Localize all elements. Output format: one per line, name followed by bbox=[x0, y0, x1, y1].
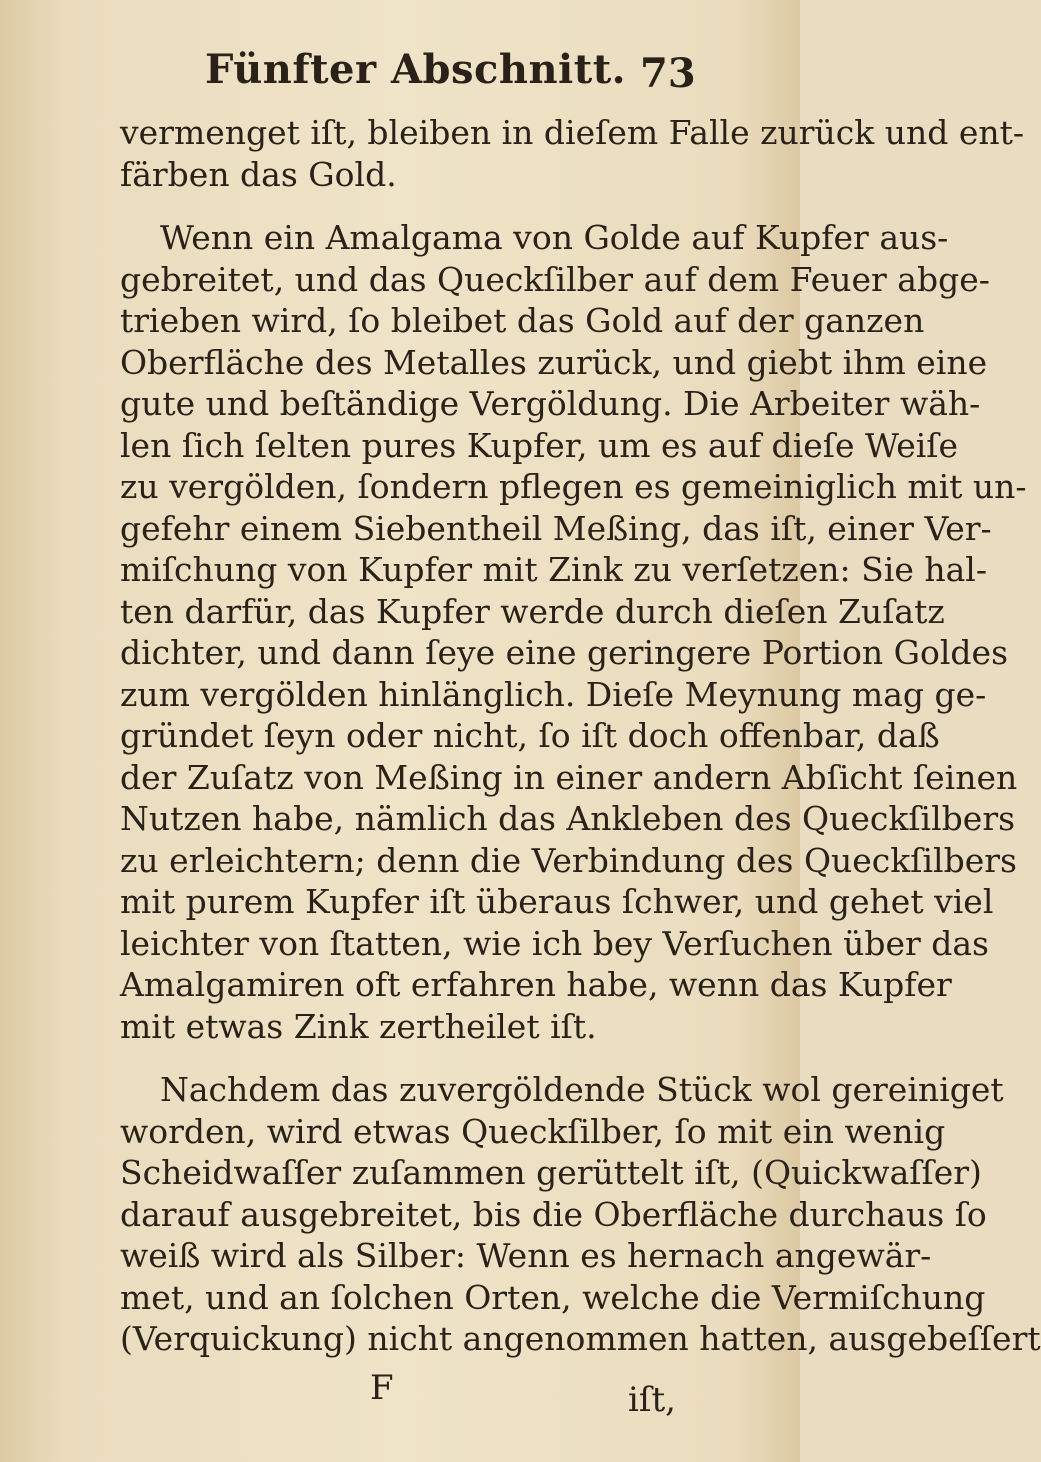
text-line: Scheidwaſſer zuſammen gerüttelt iſt, (Quickwaſſer) bbox=[120, 1153, 982, 1192]
text-line: Amalgamiren oft erfahren habe, wenn das Kupfer bbox=[120, 965, 952, 1004]
text-line: Oberfläche des Metalles zurück, und giebt ihm eine bbox=[120, 342, 988, 382]
text-line: zu erleichtern; denn die Verbindung des Queckſilbers bbox=[120, 840, 1017, 880]
text-line: zu vergölden, ſondern pflegen es gemeiniglich mit un- bbox=[120, 467, 1027, 506]
text-line: trieben wird, ſo bleibet das Gold auf der ganzen bbox=[120, 301, 925, 340]
body-text bbox=[120, 112, 1041, 1360]
text-line: (Verquickung) nicht angenommen hatten, ausgebeſſert bbox=[120, 1319, 1041, 1358]
text-line: Nutzen habe, nämlich das Ankleben des Queckſilbers bbox=[120, 799, 1016, 838]
text-line: gründet ſeyn oder nicht, ſo iſt doch offenbar, daß bbox=[120, 716, 940, 755]
running-head: Fünfter Abschnitt. bbox=[205, 46, 627, 93]
page-footer bbox=[0, 1368, 800, 1418]
text-line: mit purem Kupfer iſt überaus ſchwer, und gehet viel bbox=[120, 882, 994, 921]
paragraph-2 bbox=[120, 217, 1027, 1047]
text-line: gute und beſtändige Vergöldung. Die Arbeiter wäh- bbox=[120, 384, 981, 423]
text-line: Wenn ein Amalgama von Golde auf Kupfer aus- bbox=[160, 218, 949, 257]
text-line: weiß wird als Silber: Wenn es hernach angewär- bbox=[120, 1236, 932, 1275]
text-line: miſchung von Kupfer mit Zink zu verſetzen: Sie hal- bbox=[120, 550, 987, 589]
text-line: met, und an ſolchen Orten, welche die Vermiſchung bbox=[120, 1277, 986, 1317]
text-line: leichter von ſtatten, wie ich bey Verſuchen über das bbox=[120, 923, 989, 963]
text-line: Nachdem das zuvergöldende Stück wol gereiniget bbox=[160, 1070, 1004, 1109]
page-header bbox=[0, 40, 800, 100]
text-line: gebreitet, und das Queckſilber auf dem Feuer abge- bbox=[120, 259, 990, 299]
text-line: ten darfür, das Kupfer werde durch dieſen Zuſatz bbox=[120, 591, 945, 631]
text-line: gefehr einem Siebentheil Meßing, das iſt, einer Ver- bbox=[120, 508, 992, 548]
text-line: dichter, und dann ſeye eine geringere Portion Goldes bbox=[120, 633, 1009, 672]
paragraph-1 bbox=[120, 112, 1025, 195]
text-line: der Zuſatz von Meßing in einer andern Abſicht ſeinen bbox=[120, 757, 1018, 797]
catchword: iſt, bbox=[628, 1380, 676, 1420]
page-number: 73 bbox=[640, 50, 696, 97]
text-line: len ſich ſelten pures Kupfer, um es auf dieſe Weiſe bbox=[120, 425, 959, 465]
paragraph-3 bbox=[120, 1069, 1041, 1360]
text-line: zum vergölden hinlänglich. Dieſe Meynung mag ge- bbox=[120, 674, 987, 714]
text-line: färben das Gold. bbox=[120, 154, 397, 194]
text-line: worden, wird etwas Queckſilber, ſo mit ein wenig bbox=[120, 1111, 946, 1151]
text-line: mit etwas Zink zertheilet iſt. bbox=[120, 1006, 597, 1046]
text-line: vermenget iſt, bleiben in dieſem Falle zurück und ent- bbox=[120, 113, 1025, 152]
text-line: darauf ausgebreitet, bis die Oberfläche durchaus ſo bbox=[120, 1194, 987, 1234]
signature-mark: F bbox=[370, 1368, 394, 1408]
